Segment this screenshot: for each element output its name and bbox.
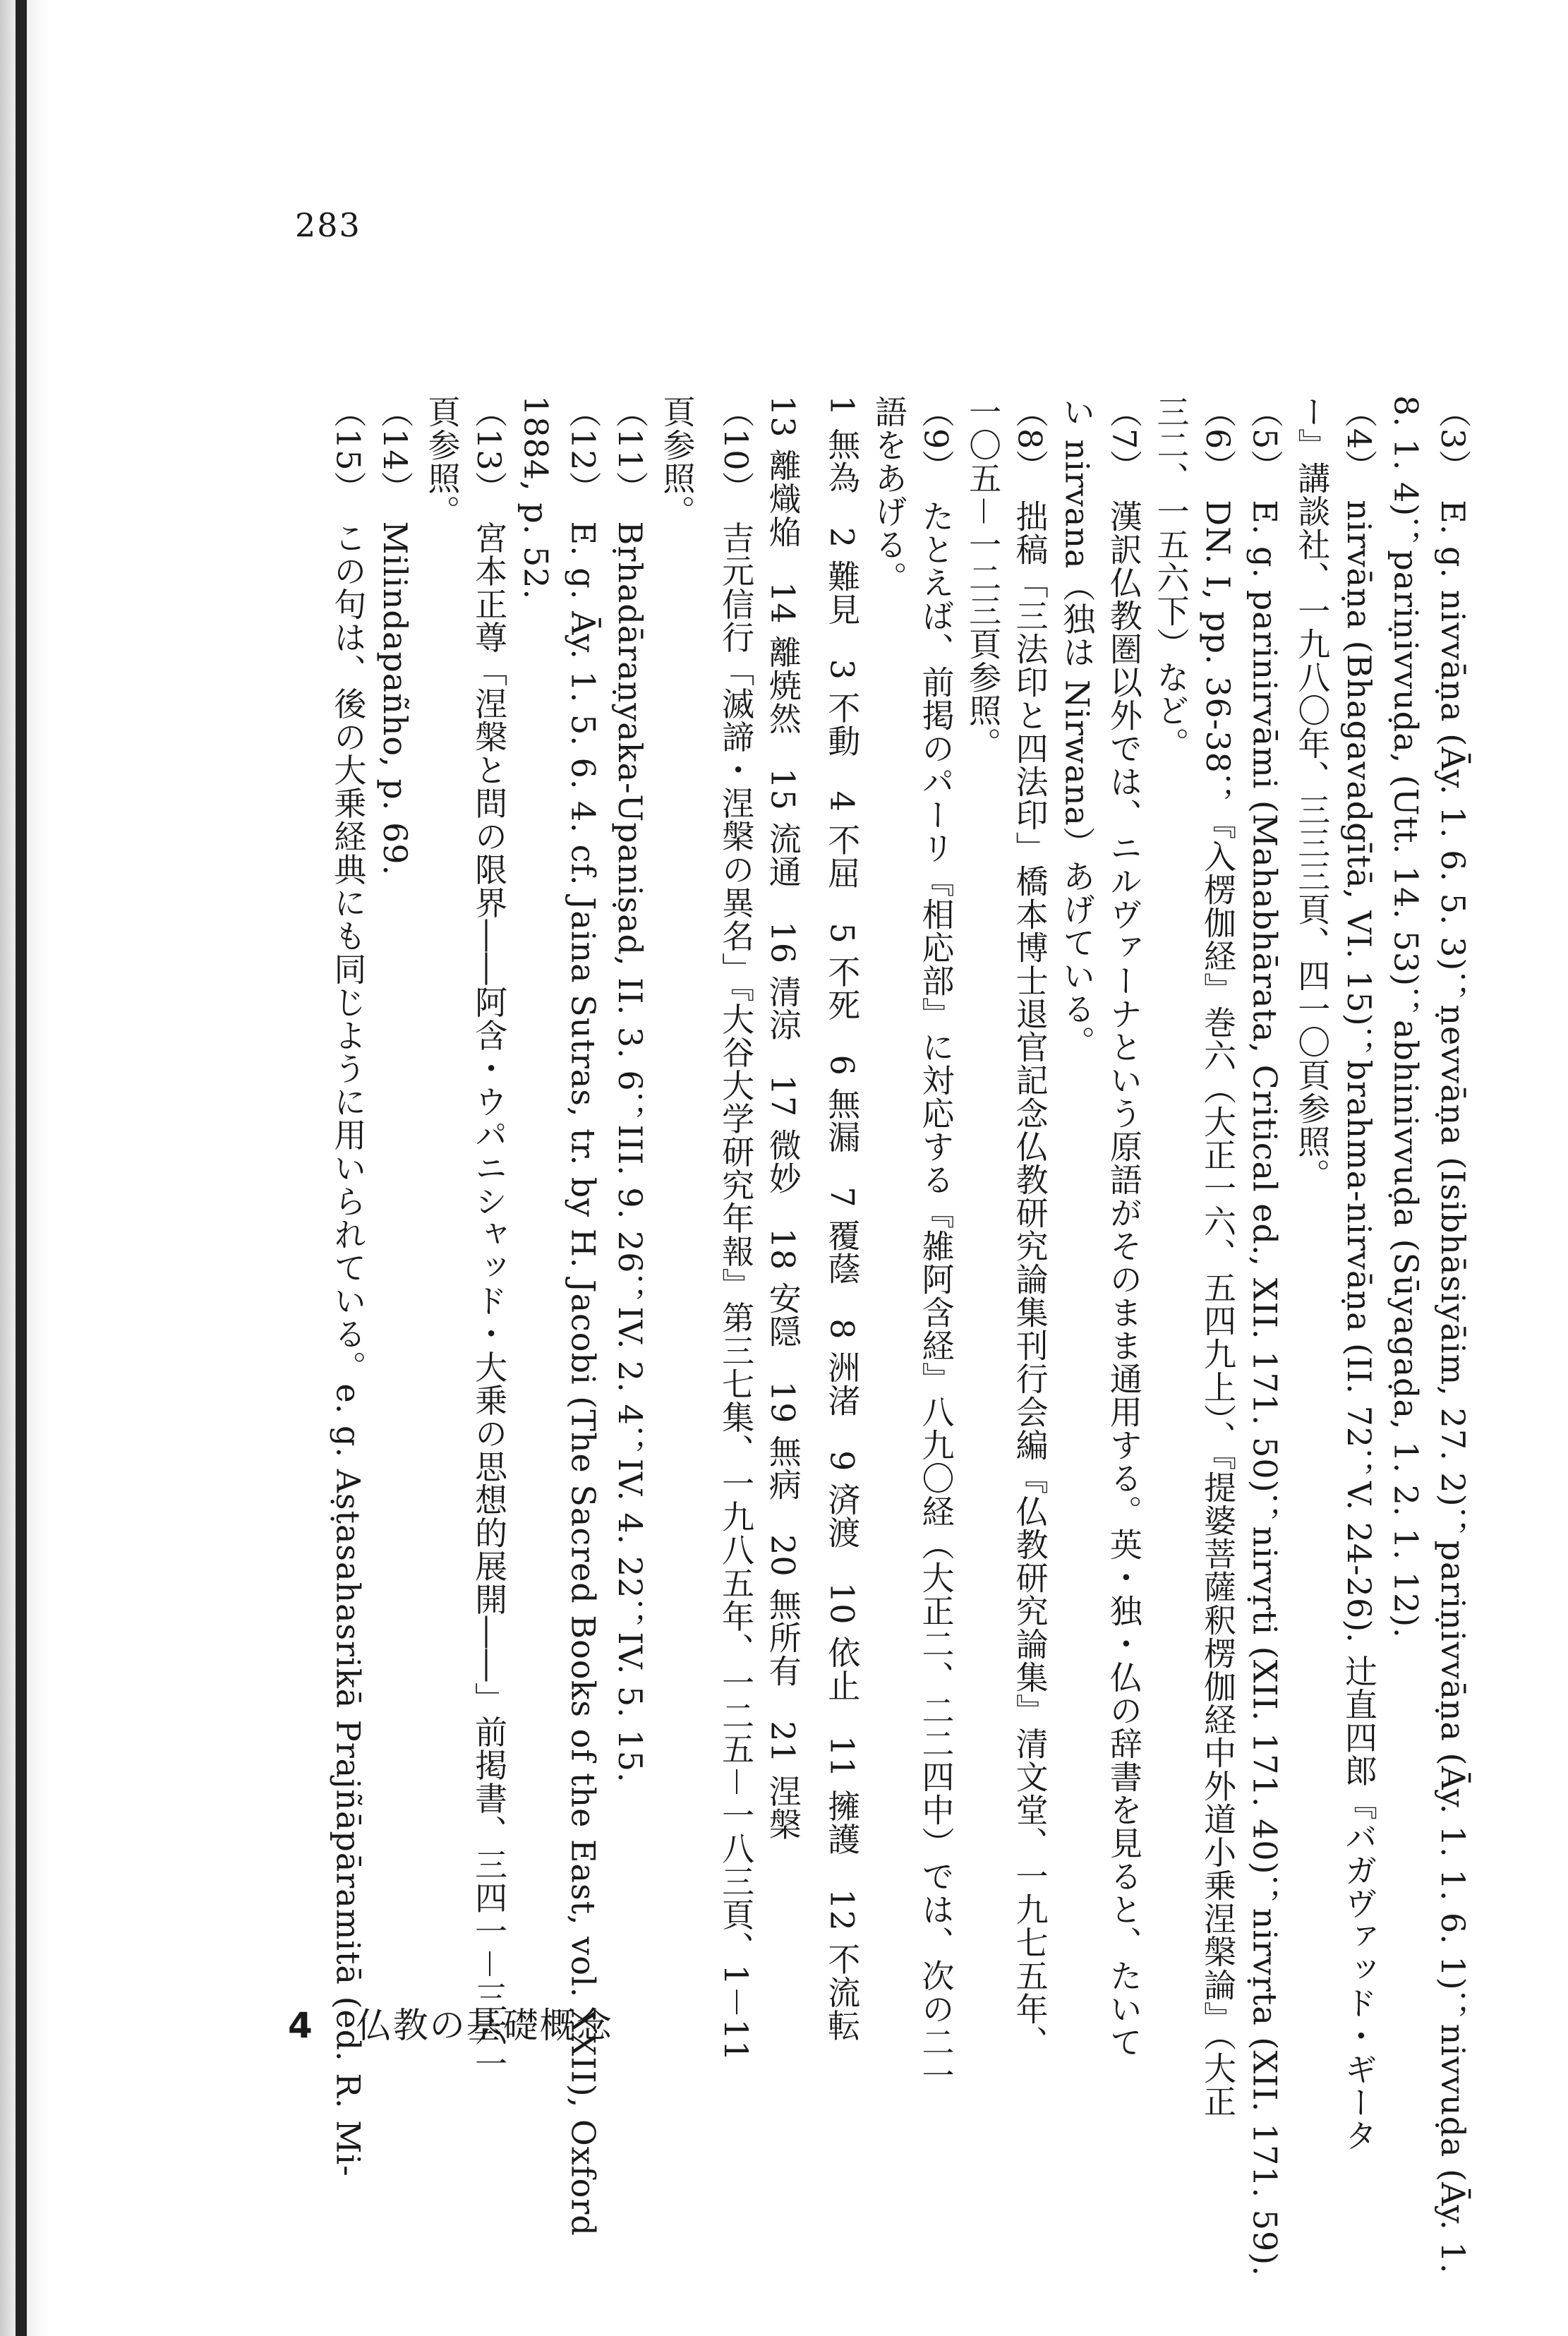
gutter-edge-line — [16, 0, 27, 2336]
note-15-line-1: （15） この句は、後の大乗経典にも同じように用いられている。e. g. Aṣṭasahasrikā Prajñāpāramitā (ed. R. Mi- — [329, 395, 368, 2177]
page-number: 283 — [295, 206, 361, 244]
note-3-line-2: 8. 1. 4)；pariṇivvuḍa, (Utt. 14. 53)；abhinivvuḍa (Sūyagaḍa, 1. 2. 1. 12). — [1387, 395, 1425, 1639]
note-9-line-2: 語をあげる。 — [869, 395, 908, 594]
note-9-term-list-2: 13 離熾焔 14 離焼然 15 流通 16 清涼 17 微妙 18 安隠 19 無病 20 無所有 21 涅槃 — [764, 395, 802, 1841]
note-6-line-1: （6） DN. I, pp. 36-38；『入楞伽経』巻六（大正一六、五四九上）、『提婆菩薩釈楞伽経中外道小乗涅槃論』（大正 — [1199, 395, 1238, 2118]
note-5-line-1: （5） E. g. parinirvāmi (Mahabhārata, Critical ed., XII. 171. 50)；nirvṛti (XII. 171. 40)；nirvṛta (XII. 171. 59). — [1246, 395, 1284, 2277]
note-9-line-1: （9） たとえば、前掲のパーリ『相応部』に対応する『雑阿含経』八九〇経（大正二、二二四中）では、次の二一 — [917, 395, 955, 2093]
note-4-line-2: ー』講談社、一九八〇年、三三三頁、四一〇頁参照。 — [1293, 395, 1332, 1191]
note-3-line-1: （3） E. g. nivvāṇa (Āy. 1. 6. 5. 3)；ṇevvāṇa (Isibhāsiyāim, 27. 2)；pariṇivvāṇa (Āy. 1. 1. 6. 1)；nivvuḍa (Āy. 1. — [1434, 395, 1472, 2275]
note-8-line-2: 一〇五－一二三頁参照。 — [964, 395, 1003, 760]
note-7-line-1: （7） 漢訳仏教圏以外では、ニルヴァーナという原語がそのまま通用する。英・独・仏の辞書を見ると、たいて — [1104, 395, 1143, 2059]
note-14-line-1: （14） Milindapañho, p. 69. — [375, 395, 414, 877]
note-9-term-list-1: 1 無為 2 難見 3 不動 4 不屈 5 不死 6 無漏 7 覆蔭 8 洲渚 9 済渡 10 依止 11 擁護 12 不流転 — [823, 395, 862, 2042]
note-11-line-1: （11） Bṛhadāraṇyaka-Upaniṣad, II. 3. 6；III. 9. 26；IV. 2. 4；IV. 4. 22；IV. 5. 15. — [610, 395, 649, 1783]
note-13-line-2: 頁参照。 — [423, 395, 462, 528]
note-8-line-1: （8） 拙稿「三法印と四法印」橋本博士退官記念仏教研究論集刊行会編『仏教研究論集』清文堂、一九七五年、 — [1011, 395, 1049, 2059]
chapter-title: 仏教の基礎概念 — [356, 2005, 613, 2046]
note-6-line-2: 三二、一五六下）など。 — [1152, 395, 1190, 760]
note-10-line-1: （10） 吉元信行「滅諦・涅槃の異名」『大谷大学研究年報』第三七集、一九八五年、一二五－一八三頁、1－11 — [717, 395, 756, 2062]
note-12-line-2: 1884, p. 52. — [517, 395, 555, 601]
chapter-number: 4 — [288, 2005, 314, 2046]
running-header — [288, 1997, 613, 2048]
note-10-line-2: 頁参照。 — [658, 395, 696, 528]
note-13-line-1: （13） 宮本正尊「涅槃と問の限界――阿含・ウパニシャッド・大乗の思想的展開――」前掲書、三四一－三六一 — [470, 395, 509, 2081]
note-4-line-1: （4） nirvāṇa (Bhagavadgītā, VI. 15)；brahma-nirvāṇa (II. 72；V. 24-26). 辻直四郎『バガヴァッド・ギータ — [1339, 395, 1378, 2153]
note-7-line-2: い nirvana（独は Nirwana）あげている。 — [1058, 395, 1097, 1059]
note-12-line-1: （12） E. g. Āy. 1. 5. 6. 4. cf. Jaina Sutras, tr. by H. Jacobi (The Sacred Books of the East, vol. XXII), Oxford — [564, 395, 603, 2236]
